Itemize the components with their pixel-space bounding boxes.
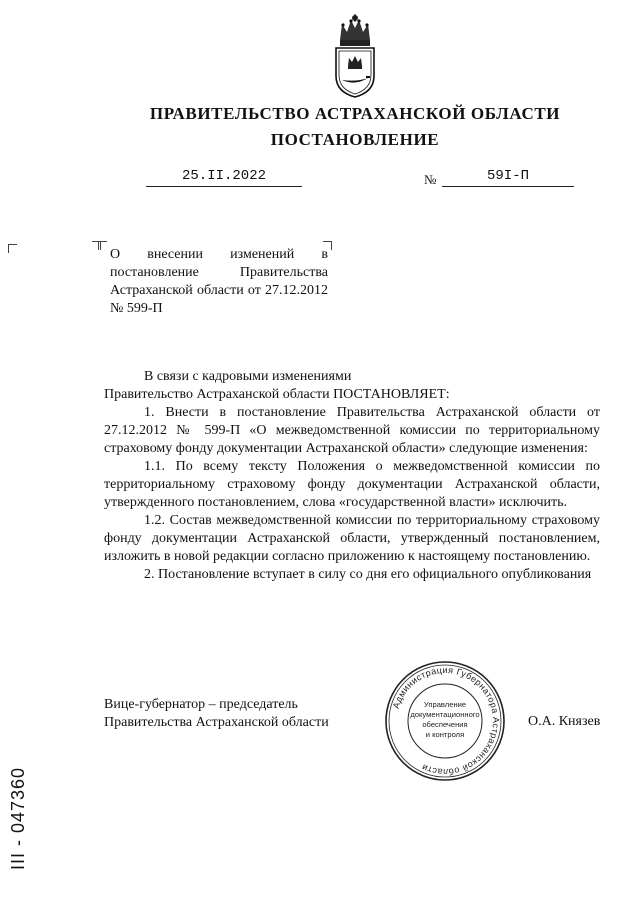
document-body: [104, 368, 600, 584]
intro-line: В связи с кадровыми изменениями: [144, 369, 352, 384]
signatory-title-line: Вице-губернатор – председатель: [104, 697, 298, 712]
document-subject: О внесении изменений в постановление Правительства Астраханской области от 27.12.2012 № 599-П: [110, 247, 328, 316]
paragraph: 2. Постановление вступает в силу со дня его официального опубликования: [144, 567, 592, 582]
side-serial-number: [8, 740, 28, 870]
corner-mark: [8, 244, 17, 253]
signatory-name: О.А. Князев: [528, 714, 601, 729]
signatory-title: [104, 696, 364, 732]
svg-text:обеспечения: обеспечения: [422, 720, 468, 729]
paragraph: 1.2. Состав межведомственной комиссии по территориальному страховому фонду документации Астраханской области, утвержденный постановлением, изложить в новой редакции согласно приложению к настоящему постановлению.: [104, 513, 600, 564]
signatory-title-line: Правительства Астраханской области: [104, 715, 329, 730]
svg-text:Администрация Губернатора Астр: Администрация Губернатора Астраханской области: [390, 664, 502, 778]
document-type-heading: ПОСТАНОВЛЕНИЕ: [270, 130, 440, 149]
official-stamp-icon: [384, 660, 506, 782]
serial-text: III - 047360: [8, 766, 28, 870]
government-heading: ПРАВИТЕЛЬСТВО АСТРАХАНСКОЙ ОБЛАСТИ: [149, 104, 561, 123]
svg-text:и контроля: и контроля: [425, 730, 465, 739]
paragraph: 1.1. По всему тексту Положения о межведомственной комиссии по территориальному страховому фонду документации Астраханской области, утвержденного постановлением, слова «государственной власти» исключить.: [104, 459, 600, 510]
paragraph: 1. Внести в постановление Правительства Астраханской области от 27.12.2012 № 599-П «О межведомственной комиссии по территориальному страховому фонду документации Астраханской области» следующие изменения:: [104, 405, 600, 456]
intro-line: Правительство Астраханской области ПОСТАНОВЛЯЕТ:: [104, 387, 450, 402]
document-number: 59I-П: [442, 168, 574, 187]
coat-of-arms-icon: [330, 14, 380, 98]
corner-mark: [98, 241, 107, 250]
number-sign: №: [424, 172, 437, 187]
svg-text:Управление: Управление: [423, 700, 467, 709]
document-date: 25.II.2022: [146, 168, 302, 187]
svg-text:документационного: документационного: [410, 710, 480, 719]
